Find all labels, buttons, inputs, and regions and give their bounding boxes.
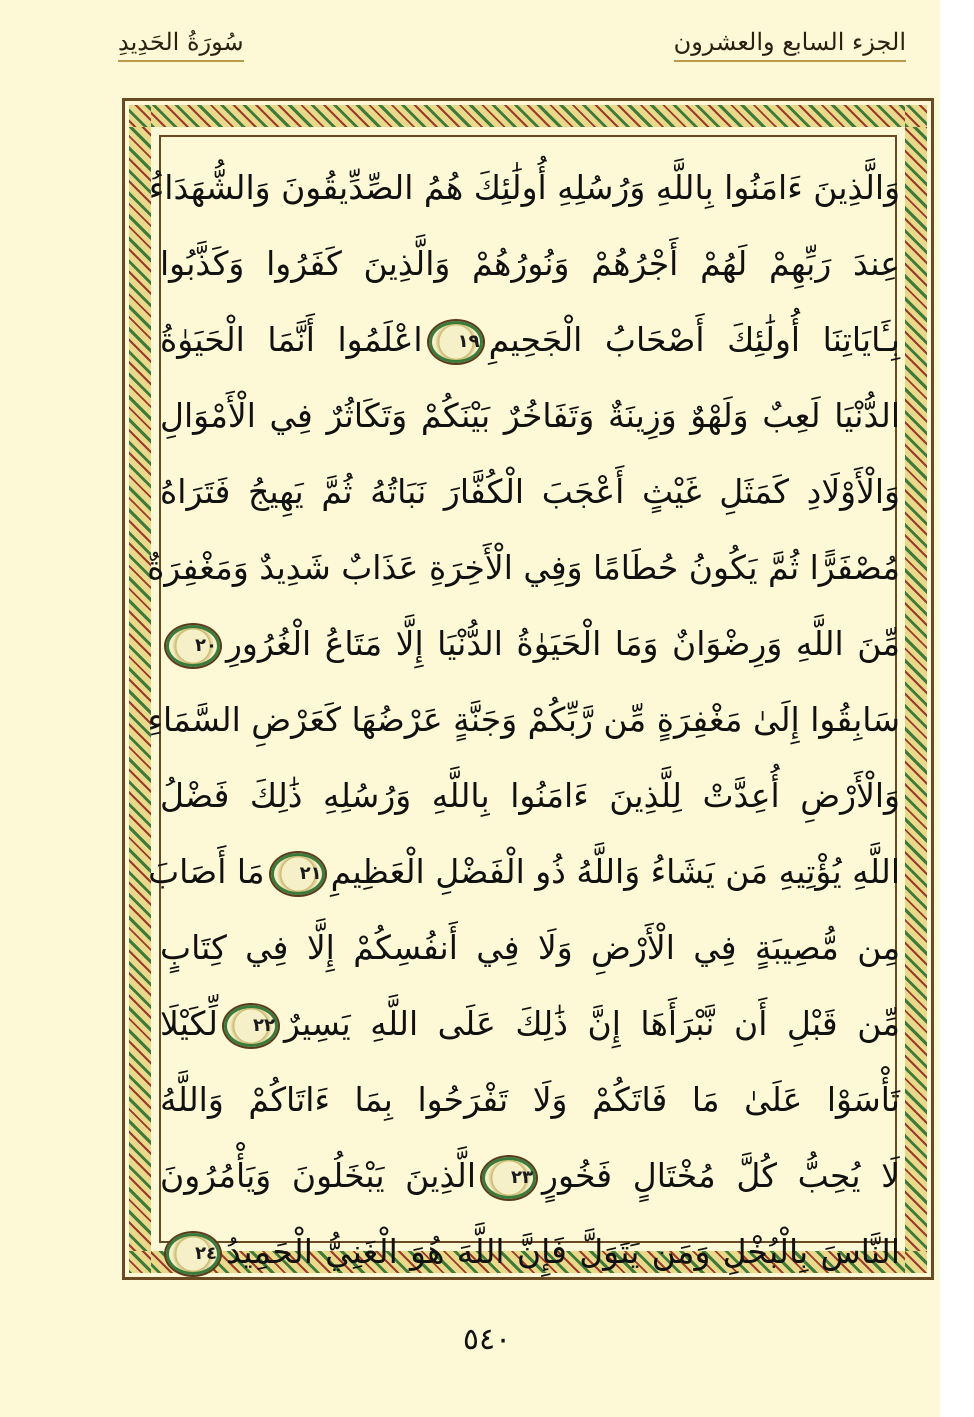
text-line: وَالَّذِينَ ءَامَنُوا بِاللَّهِ وَرُسُلِهِ أُولَٰئِكَ هُمُ الصِّدِّيقُونَ وَالشُّهَدَاءُ bbox=[148, 168, 900, 207]
text-line: سَابِقُوا إِلَىٰ مَغْفِرَةٍ مِّن رَّبِّكُمْ وَجَنَّةٍ عَرْضُهَا كَعَرْضِ السَّمَاءِ bbox=[147, 700, 900, 739]
text-line: لَا يُحِبُّ كُلَّ مُخْتَالٍ فَخُورٍ٢٣الَّذِينَ يَبْخَلُونَ وَيَأْمُرُونَ bbox=[160, 1138, 900, 1214]
ayah-marker: ٢٣ bbox=[482, 1157, 536, 1199]
text-line: بِـَٔايَاتِنَا أُولَٰئِكَ أَصْحَابُ الْجَحِيمِ١٩اعْلَمُوا أَنَّمَا الْحَيَوٰةُ bbox=[160, 302, 900, 378]
text-line: مِّن قَبْلِ أَن نَّبْرَأَهَا إِنَّ ذَٰلِكَ عَلَى اللَّهِ يَسِيرٌ٢٢لِّكَيْلَا bbox=[160, 986, 900, 1062]
ayah-marker: ٢١ bbox=[271, 853, 325, 895]
ayah-marker: ١٩ bbox=[429, 321, 483, 363]
text-line: النَّاسَ بِالْبُخْلِ وَمَن يَتَوَلَّ فَإِنَّ اللَّهَ هُوَ الْغَنِيُّ الْحَمِيدُ٢٤ bbox=[160, 1214, 900, 1290]
quran-text bbox=[147, 150, 900, 1271]
text-line: اللَّهِ يُؤْتِيهِ مَن يَشَاءُ وَاللَّهُ ذُو الْفَضْلِ الْعَظِيمِ٢١مَا أَصَابَ bbox=[160, 834, 900, 910]
text-line: مِّنَ اللَّهِ وَرِضْوَانٌ وَمَا الْحَيَوٰةُ الدُّنْيَا إِلَّا مَتَاعُ الْغُرُورِ٢٠ bbox=[160, 606, 900, 682]
text-line: تَأْسَوْا عَلَىٰ مَا فَاتَكُمْ وَلَا تَفْرَحُوا بِمَا ءَاتَاكُمْ وَاللَّهُ bbox=[160, 1080, 900, 1119]
text-line: الدُّنْيَا لَعِبٌ وَلَهْوٌ وَزِينَةٌ وَتَفَاخُرٌ بَيْنَكُمْ وَتَكَاثُرٌ فِي الْأَمْوَالِ bbox=[160, 396, 900, 435]
ayah-marker: ٢٤ bbox=[166, 1233, 220, 1275]
page-edge bbox=[940, 0, 974, 1417]
surah-name-header: سُورَةُ الحَدِيدِ bbox=[118, 28, 244, 62]
text-line: مِن مُّصِيبَةٍ فِي الْأَرْضِ وَلَا فِي أَنفُسِكُمْ إِلَّا فِي كِتَابٍ bbox=[160, 928, 900, 967]
text-line: وَالْأَرْضِ أُعِدَّتْ لِلَّذِينَ ءَامَنُوا بِاللَّهِ وَرُسُلِهِ ذَٰلِكَ فَضْلُ bbox=[160, 776, 900, 815]
juz-name-header: الجزء السابع والعشرون bbox=[674, 28, 906, 62]
text-line: مُصْفَرًّا ثُمَّ يَكُونُ حُطَامًا وَفِي الْأَخِرَةِ عَذَابٌ شَدِيدٌ وَمَغْفِرَةٌ bbox=[147, 548, 900, 587]
text-line: عِندَ رَبِّهِمْ لَهُمْ أَجْرُهُمْ وَنُورُهُمْ وَالَّذِينَ كَفَرُوا وَكَذَّبُوا bbox=[160, 244, 900, 283]
ayah-marker: ٢٠ bbox=[166, 625, 220, 667]
page-number: ٥٤٠ bbox=[462, 1322, 512, 1357]
ayah-marker: ٢٢ bbox=[224, 1005, 278, 1047]
text-line: وَالْأَوْلَادِ كَمَثَلِ غَيْثٍ أَعْجَبَ الْكُفَّارَ نَبَاتُهُ ثُمَّ يَهِيجُ فَتَرَاهُ bbox=[160, 472, 900, 511]
